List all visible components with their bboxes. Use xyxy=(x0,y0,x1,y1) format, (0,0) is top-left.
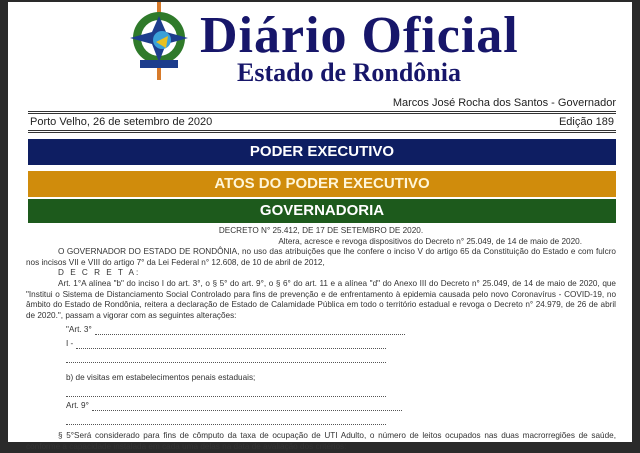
place-date: Porto Velho, 26 de setembro de 2020 xyxy=(30,116,213,128)
ellipsis-line xyxy=(26,383,616,397)
decree-preamble: O GOVERNADOR DO ESTADO DE RONDÔNIA, no uso das atribuições que lhe confere o inciso V do artigo 65 da Constituição do Estado e com fulcro nos incisos VII e VIII do artigo 7° da Lei Federal n° 12.608, de 10 de abril de 2012, xyxy=(26,247,616,267)
art9-line xyxy=(26,397,616,411)
item-b xyxy=(26,363,616,383)
section-banner-governadoria: GOVERNADORIA xyxy=(28,199,616,223)
art3-label: "Art. 3° xyxy=(66,324,92,334)
inc1-line xyxy=(26,335,616,349)
decreta-label: D E C R E T A: xyxy=(58,268,141,278)
state-coat-of-arms-icon xyxy=(126,2,192,80)
art3-line xyxy=(26,321,616,335)
newspaper-title: Diário Oficial xyxy=(200,7,519,64)
newspaper-subtitle: Estado de Rondônia xyxy=(237,58,461,87)
document-page xyxy=(8,2,632,451)
section-banner-poder-executivo: PODER EXECUTIVO xyxy=(28,139,616,165)
divider xyxy=(28,111,616,114)
governor-name: Marcos José Rocha dos Santos - Governador xyxy=(392,97,616,109)
section-banner-atos: ATOS DO PODER EXECUTIVO xyxy=(28,171,616,197)
inc1-label: I - xyxy=(66,338,74,348)
decree-summary: Altera, acresce e revoga dispositivos do Decreto n° 25.049, de 14 de maio de 2020. xyxy=(278,236,582,246)
item-b-text: b) de visitas em estabelecimentos penais estaduais; xyxy=(66,372,256,382)
ellipsis-line xyxy=(26,349,616,363)
art9-label: Art. 9° xyxy=(66,400,89,410)
decree-heading: DECRETO N° 25.412, DE 17 DE SETEMBRO DE 2020. xyxy=(218,226,424,235)
article-1: Art. 1°A alínea "b" do inciso I do art. 3°, o § 5° do art. 9°, o § 6° do art. 11 e a alínea "d" do Anexo III do Decreto n° 25.049, de 14 de maio de 2020, que "Institui o Sistema de Distanciamento Social Controlado para fins de prevenção e de enfrentamento à epidemia causada pelo novo Coronavírus - COVID-19, no âmbito do Estado de Rondônia, reitera a declaração de Estado de Calamidade Pública em todo o território estadual e revoga o Decreto n° 24.979, de 26 de abril de 2020.", passam a vigorar com as seguintes alterações: xyxy=(26,278,616,320)
ellipsis-line xyxy=(26,411,616,425)
divider xyxy=(28,130,616,133)
paragraph-5: § 5°Será considerado para fins de cômputo da taxa de ocupação de UTI Adulto, o número de leitos ocupados nas duas macrorregiões de saúde, conforme a capacidade instalada em cada uma delas na data de avaliação dos critérios: xyxy=(26,431,616,451)
edition-number: Edição 189 xyxy=(558,116,614,128)
decree-body xyxy=(26,226,616,453)
dateline xyxy=(30,116,614,128)
